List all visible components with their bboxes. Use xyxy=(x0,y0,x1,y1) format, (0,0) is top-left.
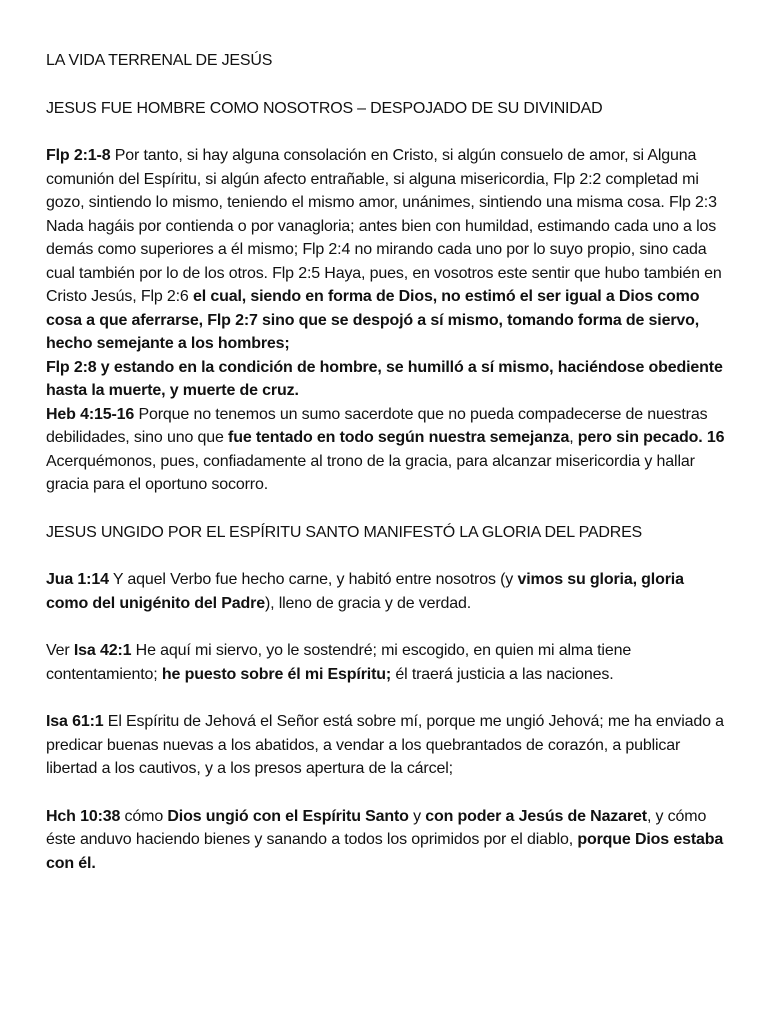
verse-text: ), lleno de gracia y de verdad. xyxy=(264,594,472,612)
paragraph-hechos xyxy=(46,805,728,876)
document-page xyxy=(46,49,728,875)
verse-emphasis: pero sin pecado. 16 xyxy=(577,429,725,446)
verse-emphasis: porque Dios estaba con él. xyxy=(46,831,724,872)
verse-emphasis: Dios ungió con el Espíritu Santo xyxy=(167,807,409,825)
verse-emphasis: he puesto sobre él mi Espíritu; xyxy=(161,665,392,683)
verse-ref-hch-10-38: Hch 10:38 xyxy=(46,807,121,825)
verse-emphasis: vimos su gloria, gloria como del unigénito del Padre xyxy=(46,571,684,612)
verse-ref-isa-61-1: Isa 61:1 xyxy=(46,713,104,730)
verse-text: Acerquémonos, pues, confiadamente al trono de la gracia, para alcanzar misericordia y hallar gracia para el oportuno socorro. xyxy=(46,452,695,493)
section-heading-hombre: JESUS FUE HOMBRE COMO NOSOTROS – DESPOJADO DE SU DIVINIDAD xyxy=(46,99,603,117)
verse-text: él traerá justicia a las naciones. xyxy=(391,665,614,683)
verse-text: He aquí mi siervo, yo le sostendré; mi escogido, en quien mi alma tiene contentamiento; xyxy=(46,642,632,683)
verse-text: , y cómo éste anduvo haciendo bienes y sanando a todos los oprimidos por el diablo, xyxy=(46,807,707,848)
paragraph-juan xyxy=(46,568,728,615)
verse-ref-flp-2-1-8: Flp 2:1-8 xyxy=(46,147,111,164)
verse-emphasis: con poder a Jesús de Nazaret xyxy=(425,807,647,825)
verse-emphasis: Flp 2:8 y estando en la condición de hombre, se humilló a sí mismo, haciéndose obediente hasta la muerte, y muerte de cruz. xyxy=(46,358,723,399)
verse-ref-jua-1-14: Jua 1:14 xyxy=(46,571,109,588)
verse-ref-isa-42-1: Isa 42:1 xyxy=(73,642,132,659)
paragraph-isaias-42 xyxy=(46,639,728,686)
verse-text: Por tanto, si hay alguna consolación en Cristo, si algún consuelo de amor, si Alguna comunión del Espíritu, si algún afecto entrañable, si alguna misericordia, Flp 2:2 completad mi gozo, sintiendo lo mismo, teniendo el mismo amor, unánimes, sintiendo una misma cosa. Flp 2:3 Nada hagáis por contienda o por vanagloria; antes bien con humildad, estimando cada uno a los demás como superiores a él mismo; Flp 2:4 no mirando cada uno por lo suyo propio, sino cada cual también por lo de los otros. Flp 2:5 Haya, pues, en vosotros este sentir que hubo también en Cristo Jesús, Flp 2:6 xyxy=(46,147,722,305)
verse-text: El Espíritu de Jehová el Señor está sobre mí, porque me ungió Jehová; me ha enviado a predicar buenas nuevas a los abatidos, a vendar a los quebrantados de corazón, a publicar libertad a los cautivos, y a los presos apertura de la cárcel; xyxy=(46,713,724,777)
section-heading-ungido: JESUS UNGIDO POR EL ESPÍRITU SANTO MANIFESTÓ LA GLORIA DEL PADRES xyxy=(46,523,643,541)
verse-emphasis: el cual, siendo en forma de Dios, no estimó el ser igual a Dios como cosa a que aferrarse, Flp 2:7 sino que se despojó a sí mismo, tomando forma de siervo, hecho semejante a los hombres; xyxy=(46,288,700,352)
paragraph-isaias-61 xyxy=(46,710,728,781)
verse-ref-heb-4-15-16: Heb 4:15-16 xyxy=(46,405,135,423)
verse-emphasis: fue tentado en todo según nuestra semejanza xyxy=(228,429,570,446)
verse-text: Y aquel Verbo fue hecho carne, y habitó entre nosotros (y xyxy=(108,571,518,588)
verse-text: Porque no tenemos un sumo sacerdote que no pueda compadecerse de nuestras debilidades, sino uno que xyxy=(46,405,708,446)
document-title: LA VIDA TERRENAL DE JESÚS xyxy=(46,52,273,69)
verse-text: y xyxy=(408,807,426,825)
paragraph-filipenses xyxy=(46,144,728,497)
verse-text: cómo xyxy=(120,807,168,825)
verse-text: , xyxy=(569,429,578,446)
verse-lead: Ver xyxy=(46,642,74,659)
